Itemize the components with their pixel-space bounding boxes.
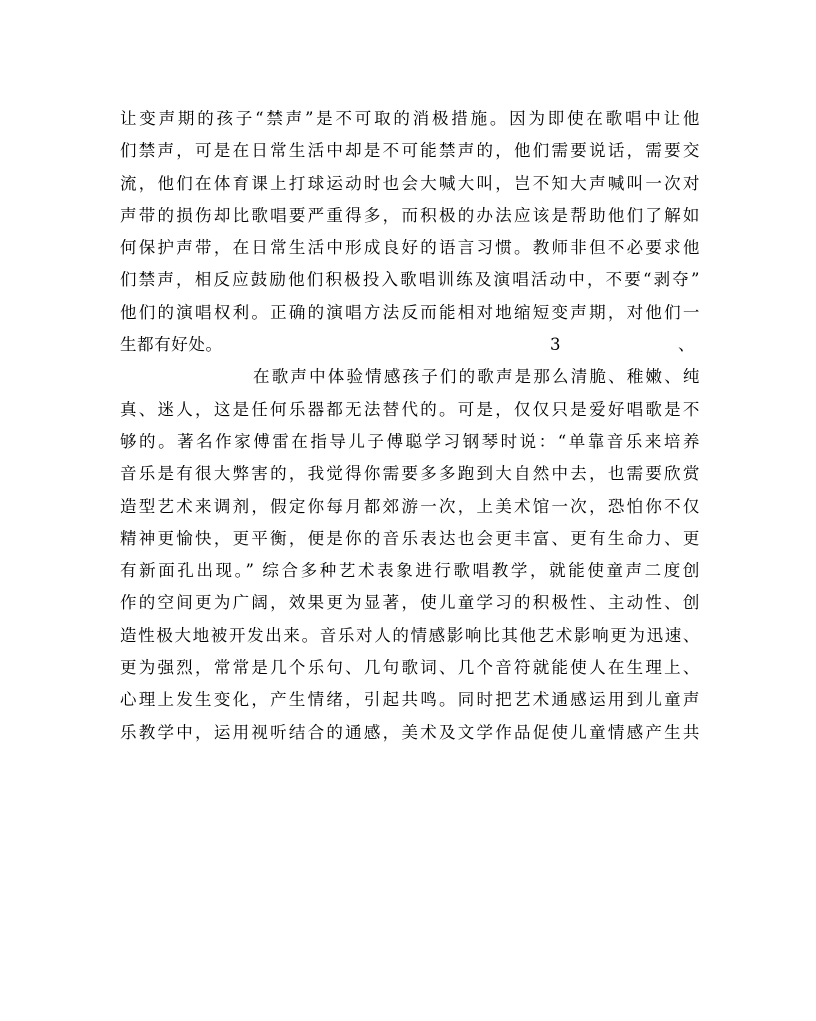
section-heading-line: 在歌声中体验情感孩子们的歌声是那么清脆、稚嫩、纯 (253, 367, 700, 387)
text-line: 有新面孔出现。” 综合多种艺术表象进行歌唱教学，就能使童声二度创 (120, 561, 700, 581)
text-line: 造型艺术来调剂，假定你每月都郊游一次，上美术馆一次，恐怕你不仅 (120, 496, 700, 516)
text-line: 何保护声带，在日常生活中形成良好的语言习惯。教师非但不必要求他 (120, 238, 700, 258)
text-line: 他们的演唱权利。正确的演唱方法反而能相对地缩短变声期，对他们一 (120, 302, 700, 322)
text-line: 作的空间更为广阔，效果更为显著，使儿童学习的积极性、主动性、创 (120, 593, 700, 613)
text-line: 们禁声，相反应鼓励他们积极投入歌唱训练及演唱活动中，不要“剥夺” (120, 270, 700, 290)
text-line: 乐教学中，运用视听结合的通感，美术及文学作品促使儿童情感产生共 (120, 722, 700, 742)
body-text (120, 103, 700, 749)
text-line: 让变声期的孩子“禁声”是不可取的消极措施。因为即使在歌唱中让他 (120, 109, 700, 128)
text-line: 更为强烈，常常是几个乐句、几句歌词、几个音符就能使人在生理上、 (120, 658, 700, 678)
text-line: 音乐是有很大弊害的，我觉得你需要多多跑到大自然中去，也需要欣赏 (120, 464, 700, 484)
text-line: 真、迷人，这是任何乐器都无法替代的。可是，仅仅只是爱好唱歌是不 (120, 399, 700, 419)
text-line: 造性极大地被开发出来。音乐对人的情感影响比其他艺术影响更为迅速、 (120, 625, 700, 645)
text-line: 精神更愉快，更平衡，便是你的音乐表达也会更丰富、更有生命力、更 (120, 528, 700, 548)
text-line: 心理上发生变化，产生情绪，引起共鸣。同时把艺术通感运用到儿童声 (120, 690, 700, 710)
paragraph-end-text: 生都有好处。 (120, 335, 223, 355)
text-line: 们禁声，可是在日常生活中却是不可能禁声的，他们需要说话，需要交 (120, 141, 700, 161)
text-line: 声带的损伤却比歌唱要严重得多，而积极的办法应该是帮助他们了解如 (120, 205, 700, 225)
section-number: 3 (550, 335, 562, 355)
paragraph-end-line (120, 329, 700, 361)
text-line: 够的。著名作家傅雷在指导儿子傅聪学习钢琴时说：“单靠音乐来培养 (120, 431, 700, 451)
text-line: 流，他们在体育课上打球运动时也会大喊大叫，岂不知大声喊叫一次对 (120, 173, 700, 193)
section-separator: 、 (678, 335, 696, 355)
